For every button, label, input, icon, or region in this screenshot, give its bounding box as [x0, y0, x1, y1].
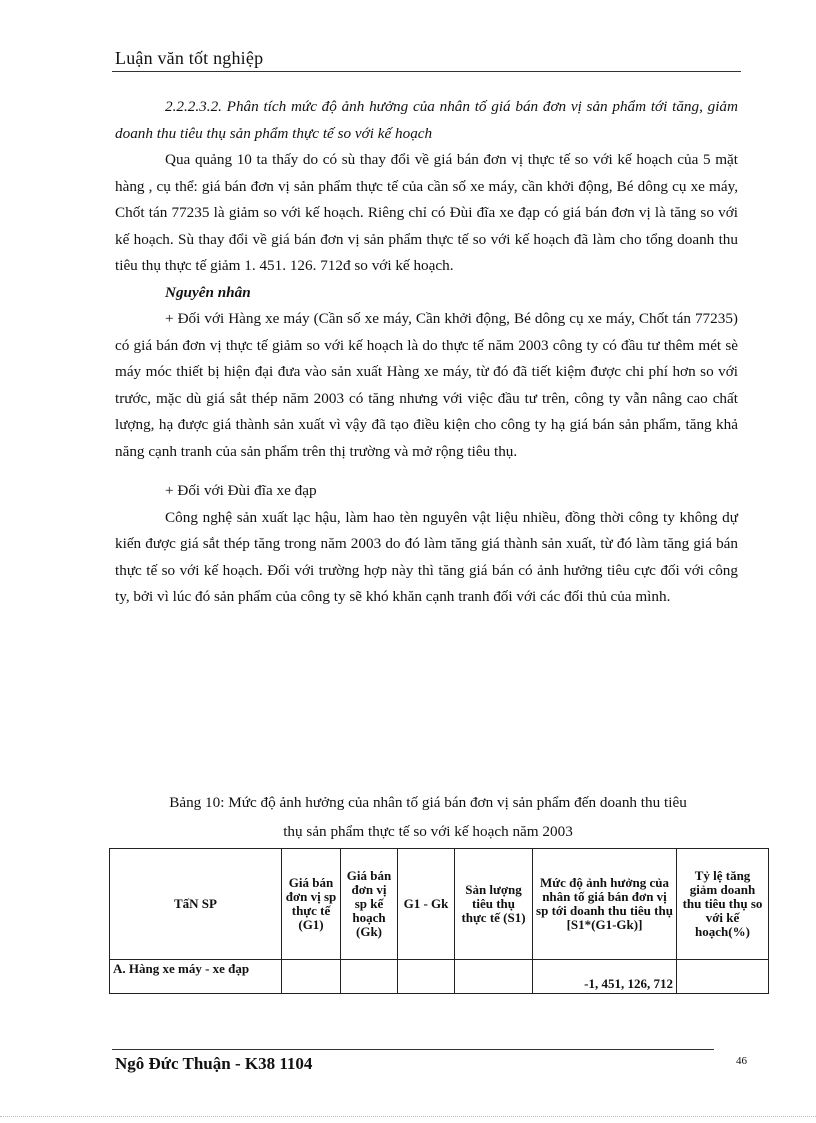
cell-change-ratio [677, 960, 769, 994]
header-title: Luận văn tốt nghiệp [115, 48, 264, 68]
header-price-difference: G1 - Gk [398, 849, 455, 960]
header-change-ratio: Tỷ lệ tăng giảm doanh thu tiêu thụ so với kế hoạch(%) [677, 849, 769, 960]
paragraph: + Đối với Hàng xe máy (Cần số xe máy, Cần khởi động, Bé dông cụ xe máy, Chốt tán 77235) có giá bán đơn vị thực tế giảm so với kế hoạch là do thực tế năm 2003 công ty có đầu tư thêm mét sè máy móc thiết bị hiện đại đưa vào sản xuất Hàng xe máy, từ đó đã tiết kiệm được chi phí hơn so với trước, mặc dù giá sắt thép năm 2003 có tăng nhưng với việc đầu tư trên, công ty vẫn nâng cao chất lượng, hạ được giá thành sản xuất vì vậy đã tạo điều kiện cho công ty hạ giá bán sản phẩm, tăng khả năng cạnh tranh của sản phẩm trên thị trường và mở rộng tiêu thụ. [115, 310, 738, 460]
table-caption [112, 788, 744, 846]
footer-rule [112, 1049, 714, 1050]
table-caption-line: thụ sản phẩm thực tế so với kế hoạch năm 2003 [283, 823, 573, 840]
table-row [110, 960, 769, 994]
header-product-name: TấN SP [110, 849, 282, 960]
cell-price-impact: -1, 451, 126, 712 [533, 960, 677, 994]
paragraph: + Đối với Đùi đĩa xe đạp [165, 482, 317, 499]
page-number: 46 [736, 1055, 747, 1067]
section-heading: 2.2.2.3.2. Phân tích mức độ ảnh hưởng của nhân tố giá bán đơn vị sản phẩm tới tăng, giảm doanh thu tiêu thụ sản phẩm thực tế so với kế hoạch [115, 98, 738, 142]
header-price-impact: Mức độ ảnh hưởng của nhân tố giá bán đơn vị sp tới doanh thu tiêu thụ [S1*(G1-Gk)] [533, 849, 677, 960]
header-actual-price: Giá bán đơn vị sp thực tế (G1) [282, 849, 341, 960]
table-header-row [110, 849, 769, 960]
cause-heading: Nguyên nhân [165, 283, 251, 301]
body-text [115, 94, 738, 611]
header-planned-price: Giá bán đơn vị sp kế hoạch (Gk) [341, 849, 398, 960]
data-table [109, 848, 769, 994]
cell-actual-price [282, 960, 341, 994]
paragraph-gap [115, 465, 738, 478]
cell-planned-price [341, 960, 398, 994]
header-rule [112, 71, 741, 72]
paragraph: Qua quảng 10 ta thấy do có sù thay đổi về giá bán đơn vị thực tế so với kế hoạch của 5 mặt hàng , cụ thể: giá bán đơn vị sản phẩm thực tế của cần số xe máy, cần khởi động, Bé dông cụ xe máy, Chốt tán 77235 là giảm so với kế hoạch. Riêng chỉ có Đùi đĩa xe đạp có giá bán đơn vị là tăng so với kế hoạch. Sù thay đổi về giá bán đơn vị sản phẩm thực tế so với kế hoạch đã làm cho tổng doanh thu tiêu thụ thực tế giảm 1. 451. 126. 712đ so với kế hoạch. [115, 151, 738, 274]
paragraph: Công nghệ sản xuất lạc hậu, làm hao tèn nguyên vật liệu nhiều, đồng thời công ty không dự kiến được giá sắt thép tăng trong năm 2003 do đó làm tăng giá thành sản xuất, từ đó làm tăng giá bán thực tế so với kế hoạch. Đối với trường hợp này thì tăng giá bán có ảnh hưởng tiêu cực đối với công ty, bởi vì lúc đó sản phẩm của công ty sẽ khó khăn cạnh tranh đối với các đối thủ của mình. [115, 508, 738, 605]
footer-author: Ngô Đức Thuận - K38 1104 [115, 1054, 313, 1073]
cell-actual-volume [455, 960, 533, 994]
cell-product-name: A. Hàng xe máy - xe đạp [110, 960, 282, 994]
cell-price-difference [398, 960, 455, 994]
table-caption-line: Bảng 10: Mức độ ảnh hưởng của nhân tố giá bán đơn vị sản phẩm đến doanh thu tiêu [169, 794, 687, 811]
page-edge-dotted-line [0, 1116, 816, 1117]
header-actual-volume: Sản lượng tiêu thụ thực tế (S1) [455, 849, 533, 960]
